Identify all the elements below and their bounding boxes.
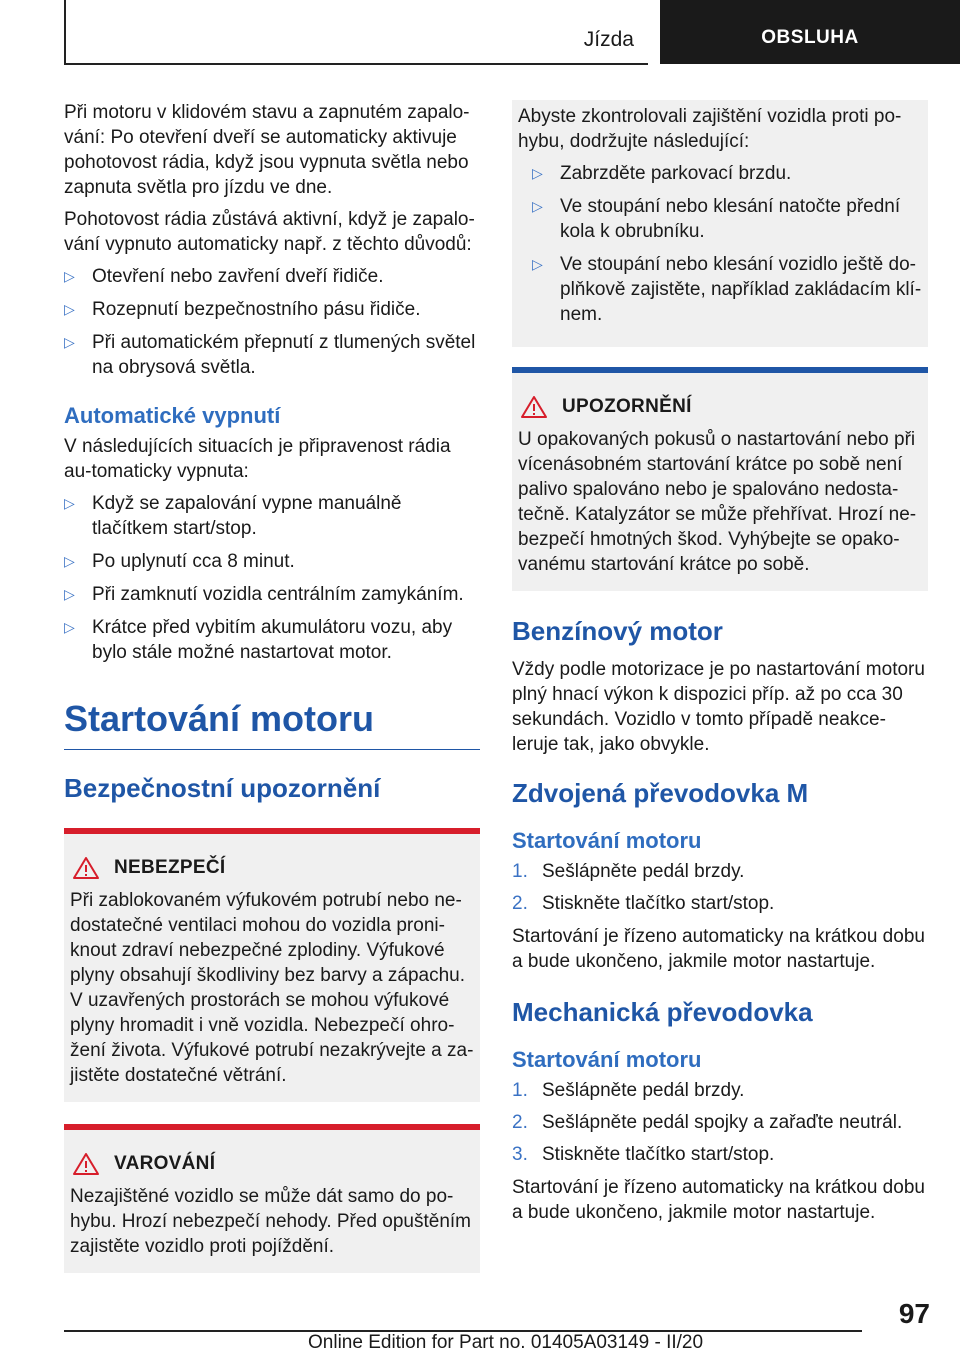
list-item: ▷ Otevření nebo zavření dveří řidiče. [64, 266, 384, 287]
bullet-triangle-icon: ▷ [532, 198, 543, 214]
heading-automatic-off: Automatické vypnutí [64, 403, 281, 428]
page-number: 97 [898, 1298, 930, 1329]
paragraph: V následujících situacích je připravenost rádia au‐tomaticky vypnuta: [64, 436, 451, 482]
chapter-title: Jízda [583, 28, 634, 51]
list-item: ▷ Po uplynutí cca 8 minut. [64, 551, 295, 572]
heading-dct-start: Startování motoru [512, 828, 702, 853]
header-left-rule [64, 0, 66, 64]
heading-safety-notes: Bezpečnostní upozornění [64, 773, 381, 803]
bullet-triangle-icon: ▷ [64, 619, 75, 635]
heading-manual-start: Startování motoru [512, 1047, 702, 1072]
paragraph: Startování je řízeno automaticky na krátkou dobu a bude ukončeno, jakmile motor nastartuje. [512, 1177, 925, 1223]
warning-triangle-icon [72, 856, 100, 880]
list-item: 3. Stiskněte tlačítko start/stop. [512, 1144, 775, 1165]
paragraph: Abyste zkontrolovali zajištění vozidla proti po‐hybu, dodržujte následující: [518, 106, 902, 152]
caution-text: U opakovaných pokusů o nastartování nebo při vícenásobném startování krátce po sobě není palivo spalováno nebo je spalováno nedosta‐tečně. Katalyzátor se může přehřívat. Hrozí ne‐bezpečí hmotných škod. Vyhýbejte se opako‐vanému startování krátce po sobě. [518, 429, 917, 575]
danger-text: Při zablokovaném výfukovém potrubí nebo ne‐dostatečné ventilaci mohou do vozidla proni‐knout zdraví nebezpečné zplodiny. Výfukové plyny obsahují škodliviny bez barvy a zápachu. V uzavřených prostorách se mohou výfukové plyny hromadit i vně vozidla. Nebezpečí ohro‐žení života. Výfukové potrubí nezakrývejte a za‐jistěte dostatečné větrání. [70, 890, 474, 1086]
caution-notice [512, 367, 928, 591]
list-item: 1. Sešlápněte pedál brzdy. [512, 861, 745, 882]
numbered-list [512, 1078, 928, 1167]
danger-notice [64, 828, 480, 1102]
danger-title: NEBEZPEČÍ [114, 857, 226, 878]
list-item: ▷ Krátce před vybitím akumulátoru vozu, aby bylo stále možné nastartovat motor. [64, 617, 453, 663]
bullet-triangle-icon: ▷ [64, 495, 75, 511]
paragraph: Při motoru v klidovém stavu a zapnutém zapalo‐vání: Po otevření dveří se automaticky aktivuje pohotovost rádia, když jsou vypnuta světla nebo zapnuta světla pro jízdu ve dne. [64, 102, 470, 198]
list-item: 1. Sešlápněte pedál brzdy. [512, 1080, 745, 1101]
section-tab-label: OBSLUHA [761, 27, 859, 48]
paragraph: Pohotovost rádia zůstává aktivní, když je zapalo‐vání vypnuto automaticky např. z těchto důvodů: [64, 209, 475, 255]
heading-petrol-engine: Benzínový motor [512, 616, 723, 646]
list-item: 2. Sešlápněte pedál spojky a zařaďte neutrál. [512, 1112, 903, 1133]
bullet-list [532, 161, 922, 327]
list-item: ▷ Při zamknutí vozidla centrálním zamykáním. [64, 584, 464, 605]
list-item: ▷ Při automatickém přepnutí z tlumených světel na obrysová světla. [64, 332, 476, 378]
warning-triangle-icon [72, 1152, 100, 1176]
list-item: ▷ Zabrzděte parkovací brzdu. [532, 163, 792, 184]
warning-text: Nezajištěné vozidlo se může dát samo do po‐hybu. Hrozí nebezpečí nehody. Před opuštěním zajistěte vozidlo proti pojíždění. [70, 1186, 472, 1257]
bullet-triangle-icon: ▷ [64, 268, 75, 284]
list-item: 2. Stiskněte tlačítko start/stop. [512, 893, 775, 914]
paragraph: Startování je řízeno automaticky na krátkou dobu a bude ukončeno, jakmile motor nastartuje. [512, 926, 925, 972]
section-tab [660, 0, 960, 64]
list-item: ▷ Ve stoupání nebo klesání vozidlo ještě do‐plňkově zajistěte, například zakládacím klí‐nem. [532, 254, 922, 325]
bullet-triangle-icon: ▷ [64, 334, 75, 350]
warning-title: VAROVÁNÍ [114, 1153, 216, 1174]
bullet-triangle-icon: ▷ [532, 256, 543, 272]
bullet-list [64, 264, 480, 380]
list-item: ▷ Ve stoupání nebo klesání natočte přední kola k obrubníku. [532, 196, 901, 242]
edition-footer: Online Edition for Part no. 01405A03149 - II/20 [308, 1332, 704, 1353]
heading-engine-start: Startování motoru [64, 697, 480, 750]
list-item: ▷ Když se zapalování vypne manuálně tlačítkem start/stop. [64, 493, 402, 539]
heading-manual-gearbox: Mechanická převodovka [512, 997, 813, 1027]
bullet-triangle-icon: ▷ [64, 553, 75, 569]
caution-title: UPOZORNĚNÍ [562, 396, 692, 417]
bullet-triangle-icon: ▷ [532, 165, 543, 181]
bullet-triangle-icon: ▷ [64, 586, 75, 602]
list-item: ▷ Rozepnutí bezpečnostního pásu řidiče. [64, 299, 421, 320]
header-bottom-rule [64, 63, 648, 65]
vehicle-securing-box [512, 100, 928, 347]
right-column [512, 100, 928, 1232]
left-column [64, 100, 480, 1273]
heading-dct: Zdvojená převodovka M [512, 778, 809, 808]
paragraph: Vždy podle motorizace je po nastartování motoru plný hnací výkon k dispozici příp. až po cca 30 sekundách. Vozidlo v tomto případě neakce‐leruje tak, jako obvykle. [512, 659, 925, 755]
numbered-list [512, 859, 928, 916]
warning-triangle-icon [520, 395, 548, 419]
warning-notice [64, 1124, 480, 1273]
bullet-list [64, 491, 480, 665]
bullet-triangle-icon: ▷ [64, 301, 75, 317]
